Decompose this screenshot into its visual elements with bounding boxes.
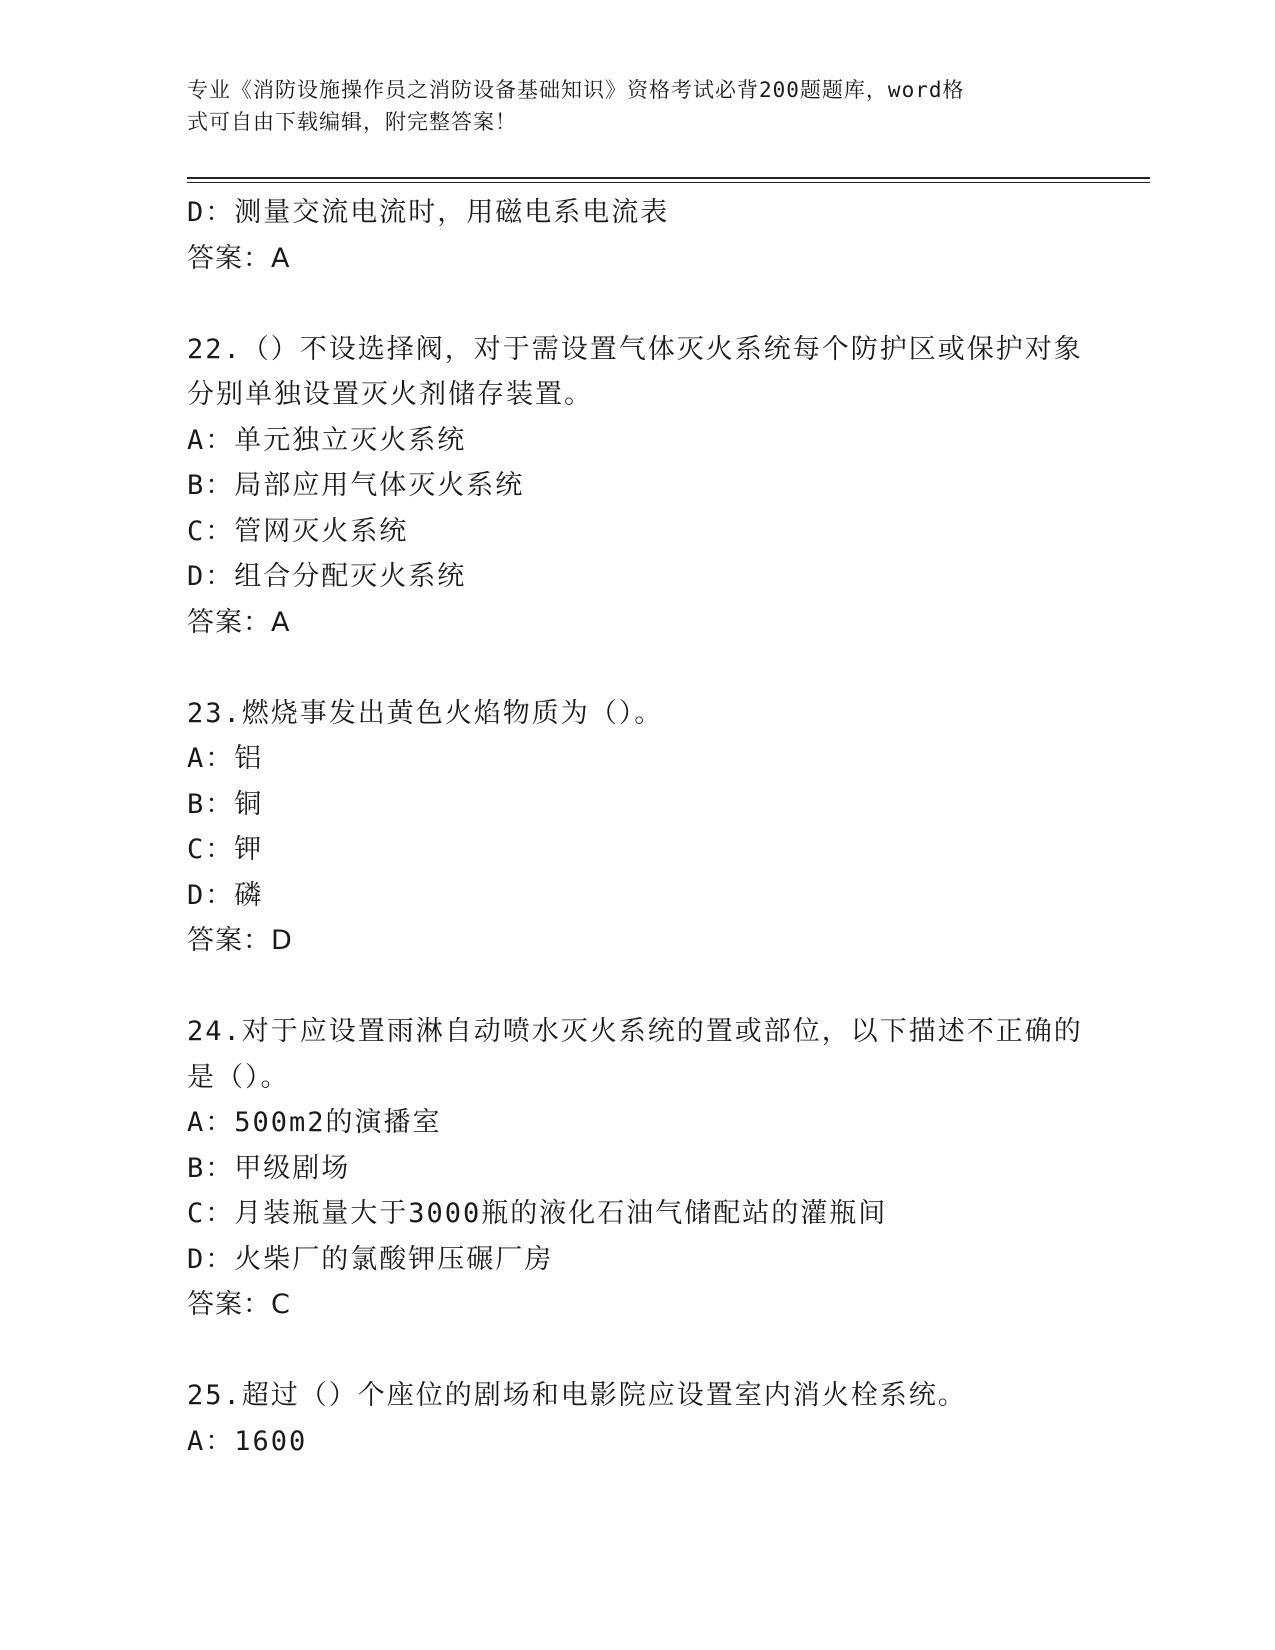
header-rule-thin [187, 182, 1150, 183]
option-c: C：管网灭火系统 [187, 515, 409, 547]
question-24 [187, 1009, 1087, 1328]
option-d: D：磷 [187, 879, 264, 911]
answer: 答案：D [187, 925, 293, 956]
question-22 [187, 327, 1087, 646]
question-23 [187, 691, 1087, 964]
question-stem-continued: 分别单独设置灭火剂储存装置。 [187, 379, 593, 410]
question-25 [187, 1373, 1087, 1464]
option-b: B：局部应用气体灭火系统 [187, 470, 525, 501]
option-b: B：甲级剧场 [187, 1152, 351, 1184]
question-list [187, 190, 1087, 1464]
option-c: C：钾 [187, 834, 264, 865]
question-stem: 22.（）不设选择阀，对于需设置气体灭火系统每个防护区或保护对象 [187, 333, 1083, 365]
option-c: C：月装瓶量大于3000瓶的液化石油气储配站的灌瓶间 [187, 1198, 888, 1229]
option-a: A：单元独立灭火系统 [187, 424, 467, 456]
answer: 答案：A [187, 242, 291, 274]
option-b: B：铜 [187, 788, 264, 820]
header-line-1: 专业《消防设施操作员之消防设备基础知识》资格考试必背200题题库，word格 [187, 78, 965, 102]
question-stem: 25.超过（）个座位的剧场和电影院应设置室内消火栓系统。 [187, 1380, 967, 1411]
page-header [187, 74, 1067, 138]
header-rule-thick [187, 177, 1150, 179]
answer: 答案：C [187, 1289, 291, 1320]
question-stem: 24.对于应设置雨淋自动喷水灭火系统的置或部位，以下描述不正确的 [187, 1016, 1083, 1047]
header-line-2: 式可自由下载编辑，附完整答案！ [187, 110, 517, 134]
option-a: A：1600 [187, 1425, 308, 1457]
option-a: A：铝 [187, 743, 264, 774]
option-d: D：火柴厂的氯酸钾压碾厂房 [187, 1243, 554, 1275]
option-d: D：测量交流电流时，用磁电系电流表 [187, 197, 670, 228]
question-stem-continued: 是（）。 [187, 1061, 290, 1093]
option-d: D：组合分配灭火系统 [187, 561, 467, 592]
option-a: A：500m2的演播室 [187, 1107, 442, 1138]
question-stem: 23.燃烧事发出黄色火焰物质为（）。 [187, 697, 664, 729]
answer: 答案：A [187, 606, 291, 638]
question-21 [187, 190, 1087, 281]
